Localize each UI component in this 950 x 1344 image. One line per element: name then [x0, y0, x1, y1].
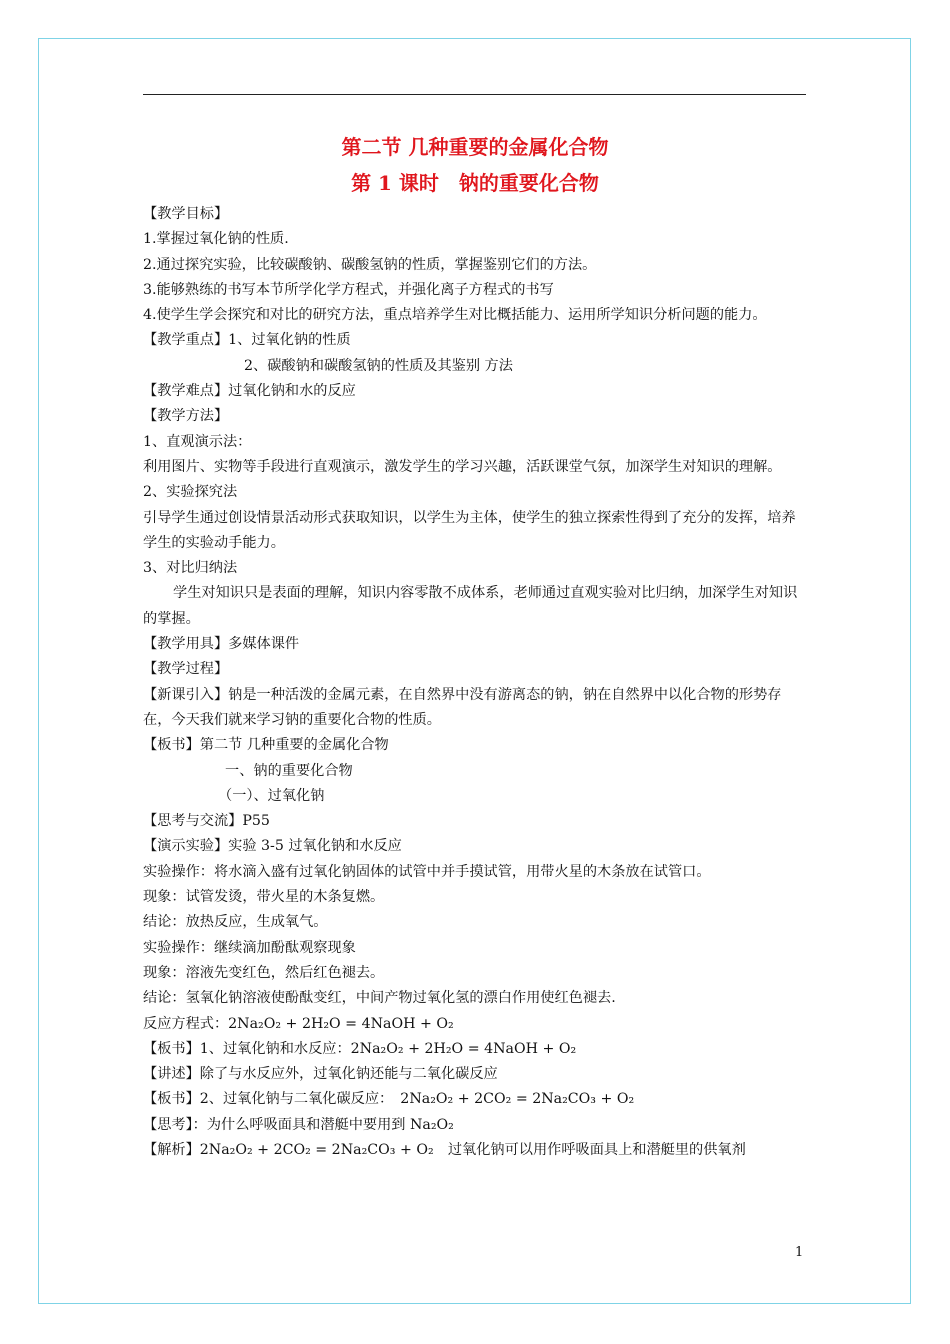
- objective-item: 1.掌握过氧化钠的性质.: [143, 231, 289, 248]
- teaching-tools: 【教学用具】多媒体课件: [143, 636, 300, 653]
- lesson-subtitle: 第 1 课时 钠的重要化合物: [351, 171, 599, 195]
- page-title: 第二节 几种重要的金属化合物: [341, 135, 609, 159]
- header-rule: [143, 94, 806, 95]
- board-note: 【板书】1、过氧化钠和水反应：2Na₂O₂ + 2H₂O = 4NaOH + O₂: [143, 1040, 577, 1057]
- method-text: 学生对知识只是表面的理解，知识内容零散不成体系，老师通过直观实验对比归纳，加深学生对知识的掌握。: [143, 585, 798, 627]
- demo-experiment: 【演示实验】实验 3-5 过氧化钠和水反应: [143, 838, 402, 855]
- method-heading: 3、对比归纳法: [143, 560, 238, 577]
- experiment-observation: 现象：溶液先变红色，然后红色褪去。: [143, 964, 385, 981]
- key-point: 2、碳酸钠和碳酸氢钠的性质及其鉴别 方法: [244, 357, 513, 374]
- experiment-observation: 现象：试管发烫，带火星的木条复燃。: [143, 889, 385, 906]
- lecture-note: 【讲述】除了与水反应外，过氧化钠还能与二氧化碳反应: [143, 1066, 498, 1083]
- objective-item: 2.通过探究实验，比较碳酸钠、碳酸氢钠的性质，掌握鉴别它们的方法。: [143, 256, 597, 273]
- question-note: 【思考】：为什么呼吸面具和潜艇中要用到 Na₂O₂: [143, 1116, 454, 1133]
- method-heading: 2、实验探究法: [143, 484, 238, 501]
- board-subheading: 一、钠的重要化合物: [225, 762, 353, 779]
- discussion-note: 【思考与交流】P55: [143, 813, 270, 830]
- board-note: 【板书】2、过氧化钠与二氧化碳反应： 2Na₂O₂ + 2CO₂ = 2Na₂CO₃ + O₂: [143, 1091, 635, 1108]
- board-subheading: （一）、过氧化钠: [218, 787, 325, 804]
- lesson-body: [143, 202, 807, 1163]
- objective-item: 4.使学生学会探究和对比的研究方法，重点培养学生对比概括能力、运用所学知识分析问题的能力。: [143, 307, 767, 324]
- analysis-note: 【解析】2Na₂O₂ + 2CO₂ = 2Na₂CO₃ + O₂ 过氧化钠可以用作呼吸面具上和潜艇里的供氧剂: [143, 1141, 746, 1158]
- section-heading: 【教学目标】: [143, 206, 229, 222]
- reaction-equation: 反应方程式：2Na₂O₂ + 2H₂O = 4NaOH + O₂: [143, 1015, 454, 1032]
- objective-item: 3.能够熟练的书写本节所学化学方程式，并强化离子方程式的书写: [143, 281, 554, 298]
- section-heading: 【教学过程】: [143, 661, 229, 678]
- experiment-step: 实验操作：继续滴加酚酞观察现象: [143, 939, 356, 956]
- lesson-intro: 【新课引入】钠是一种活泼的金属元素，在自然界中没有游离态的钠，钠在自然界中以化合物的形势存在，今天我们就来学习钠的重要化合物的性质。: [143, 686, 782, 728]
- difficulty: 【教学难点】过氧化钠和水的反应: [143, 383, 356, 400]
- page-number: 1: [795, 1245, 804, 1260]
- method-heading: 1、直观演示法：: [143, 433, 252, 450]
- method-text: 引导学生通过创设情景活动形式获取知识，以学生为主体，使学生的独立探索性得到了充分的发挥，培养学生的实验动手能力。: [143, 509, 796, 551]
- experiment-conclusion: 结论：氢氧化钠溶液使酚酞变红，中间产物过氧化氢的漂白作用使红色褪去.: [143, 990, 616, 1007]
- section-heading: 【教学方法】: [143, 408, 229, 425]
- method-text: 利用图片、实物等手段进行直观演示，激发学生的学习兴趣，活跃课堂气氛，加深学生对知识的理解。: [143, 458, 782, 475]
- key-point: 【教学重点】1、过氧化钠的性质: [143, 332, 351, 349]
- experiment-conclusion: 结论：放热反应，生成氧气。: [143, 914, 328, 931]
- board-note: 【板书】第二节 几种重要的金属化合物: [143, 737, 389, 754]
- experiment-step: 实验操作：将水滴入盛有过氧化钠固体的试管中并手摸试管，用带火星的木条放在试管口。: [143, 863, 711, 880]
